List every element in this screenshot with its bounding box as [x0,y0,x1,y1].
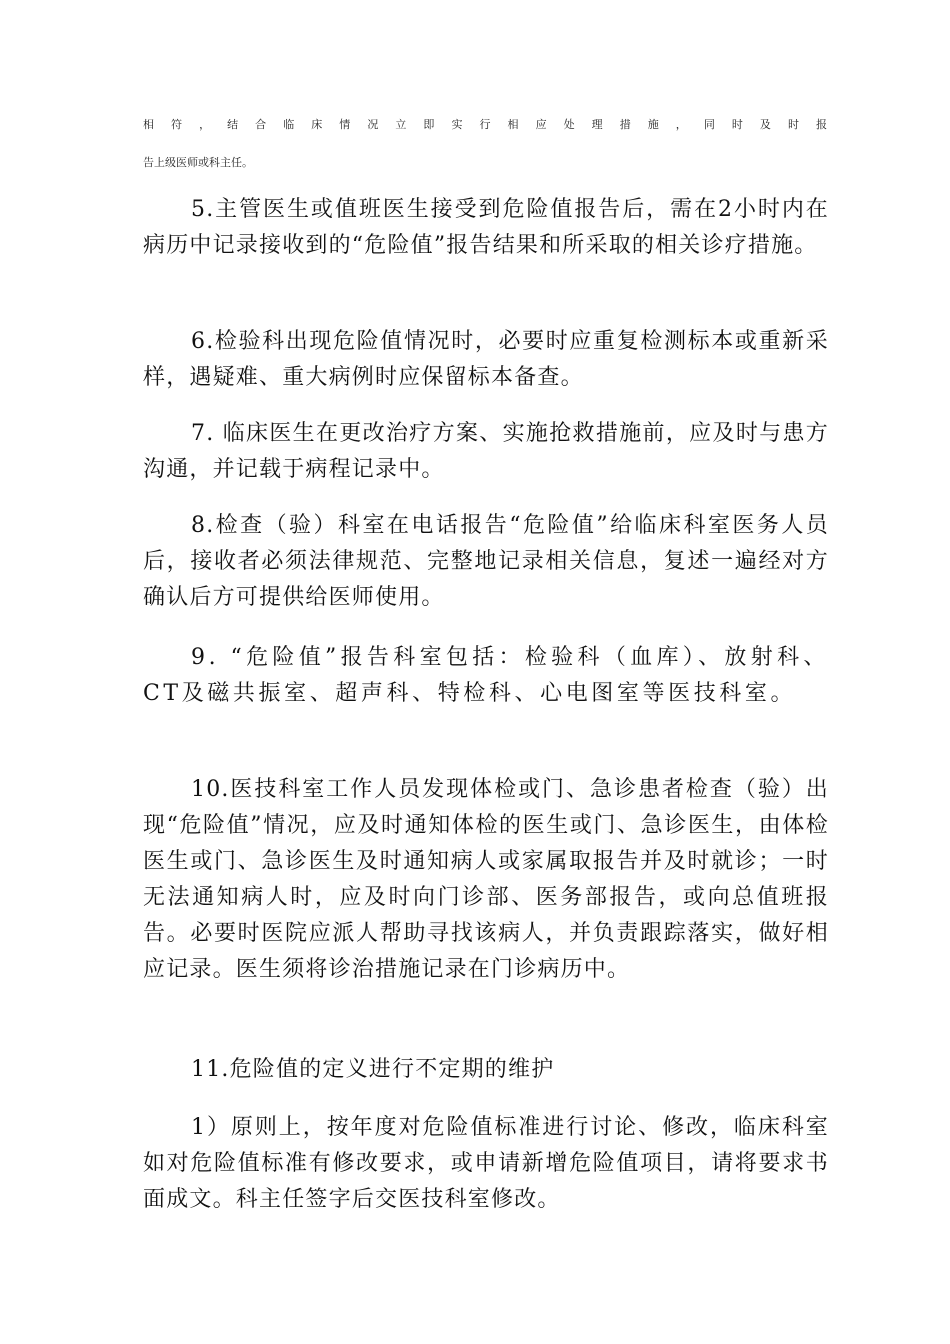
paragraph-item-10: 10.医技科室工作人员发现体检或门、急诊患者检查（验）出现“危险值”情况，应及时通知体检的医生或门、急诊医生，由体检医生或门、急诊医生及时通知病人或家属取报告并及时就诊；一时无法通知病人时，应及时向门诊部、医务部报告，或向总值班报告。必要时医院应派人帮助寻找该病人，并负责跟踪落实，做好相应记录。医生须将诊治措施记录在门诊病历中。 [143,777,829,982]
continuation-line-2: 告上级医师或科主任。 [143,156,253,169]
paragraph-item-9: 9. “危险值”报告科室包括：检验科（血库）、放射科、CT及磁共振室、超声科、特检科、心电图室等医技科室。 [143,645,829,706]
continuation-line-1: 相 符 ， 结 合 临 床 情 况 立 即 实 行 相 应 处 理 措 施 ， 同 时 及 时 报 [143,118,829,131]
paragraph-item-7: 7. 临床医生在更改治疗方案、实施抢救措施前，应及时与患方沟通，并记载于病程记录中。 [143,421,829,482]
paragraph-item-6: 6.检验科出现危险值情况时，必要时应重复检测标本或重新采样，遇疑难、重大病例时应保留标本备查。 [143,329,829,390]
paragraph-item-11-sub-1: 1）原则上，按年度对危险值标准进行讨论、修改，临床科室如对危险值标准有修改要求，或申请新增危险值项目，请将要求书面成文。科主任签字后交医技科室修改。 [143,1115,829,1212]
paragraph-item-8: 8.检查（验）科室在电话报告“危险值”给临床科室医务人员后，接收者必须法律规范、完整地记录相关信息，复述一遍经对方确认后方可提供给医师使用。 [143,513,829,610]
paragraph-item-11: 11.危险值的定义进行不定期的维护 [191,1057,555,1082]
paragraph-item-5: 5.主管医生或值班医生接受到危险值报告后，需在2小时内在病历中记录接收到的“危险值”报告结果和所采取的相关诊疗措施。 [143,197,829,258]
